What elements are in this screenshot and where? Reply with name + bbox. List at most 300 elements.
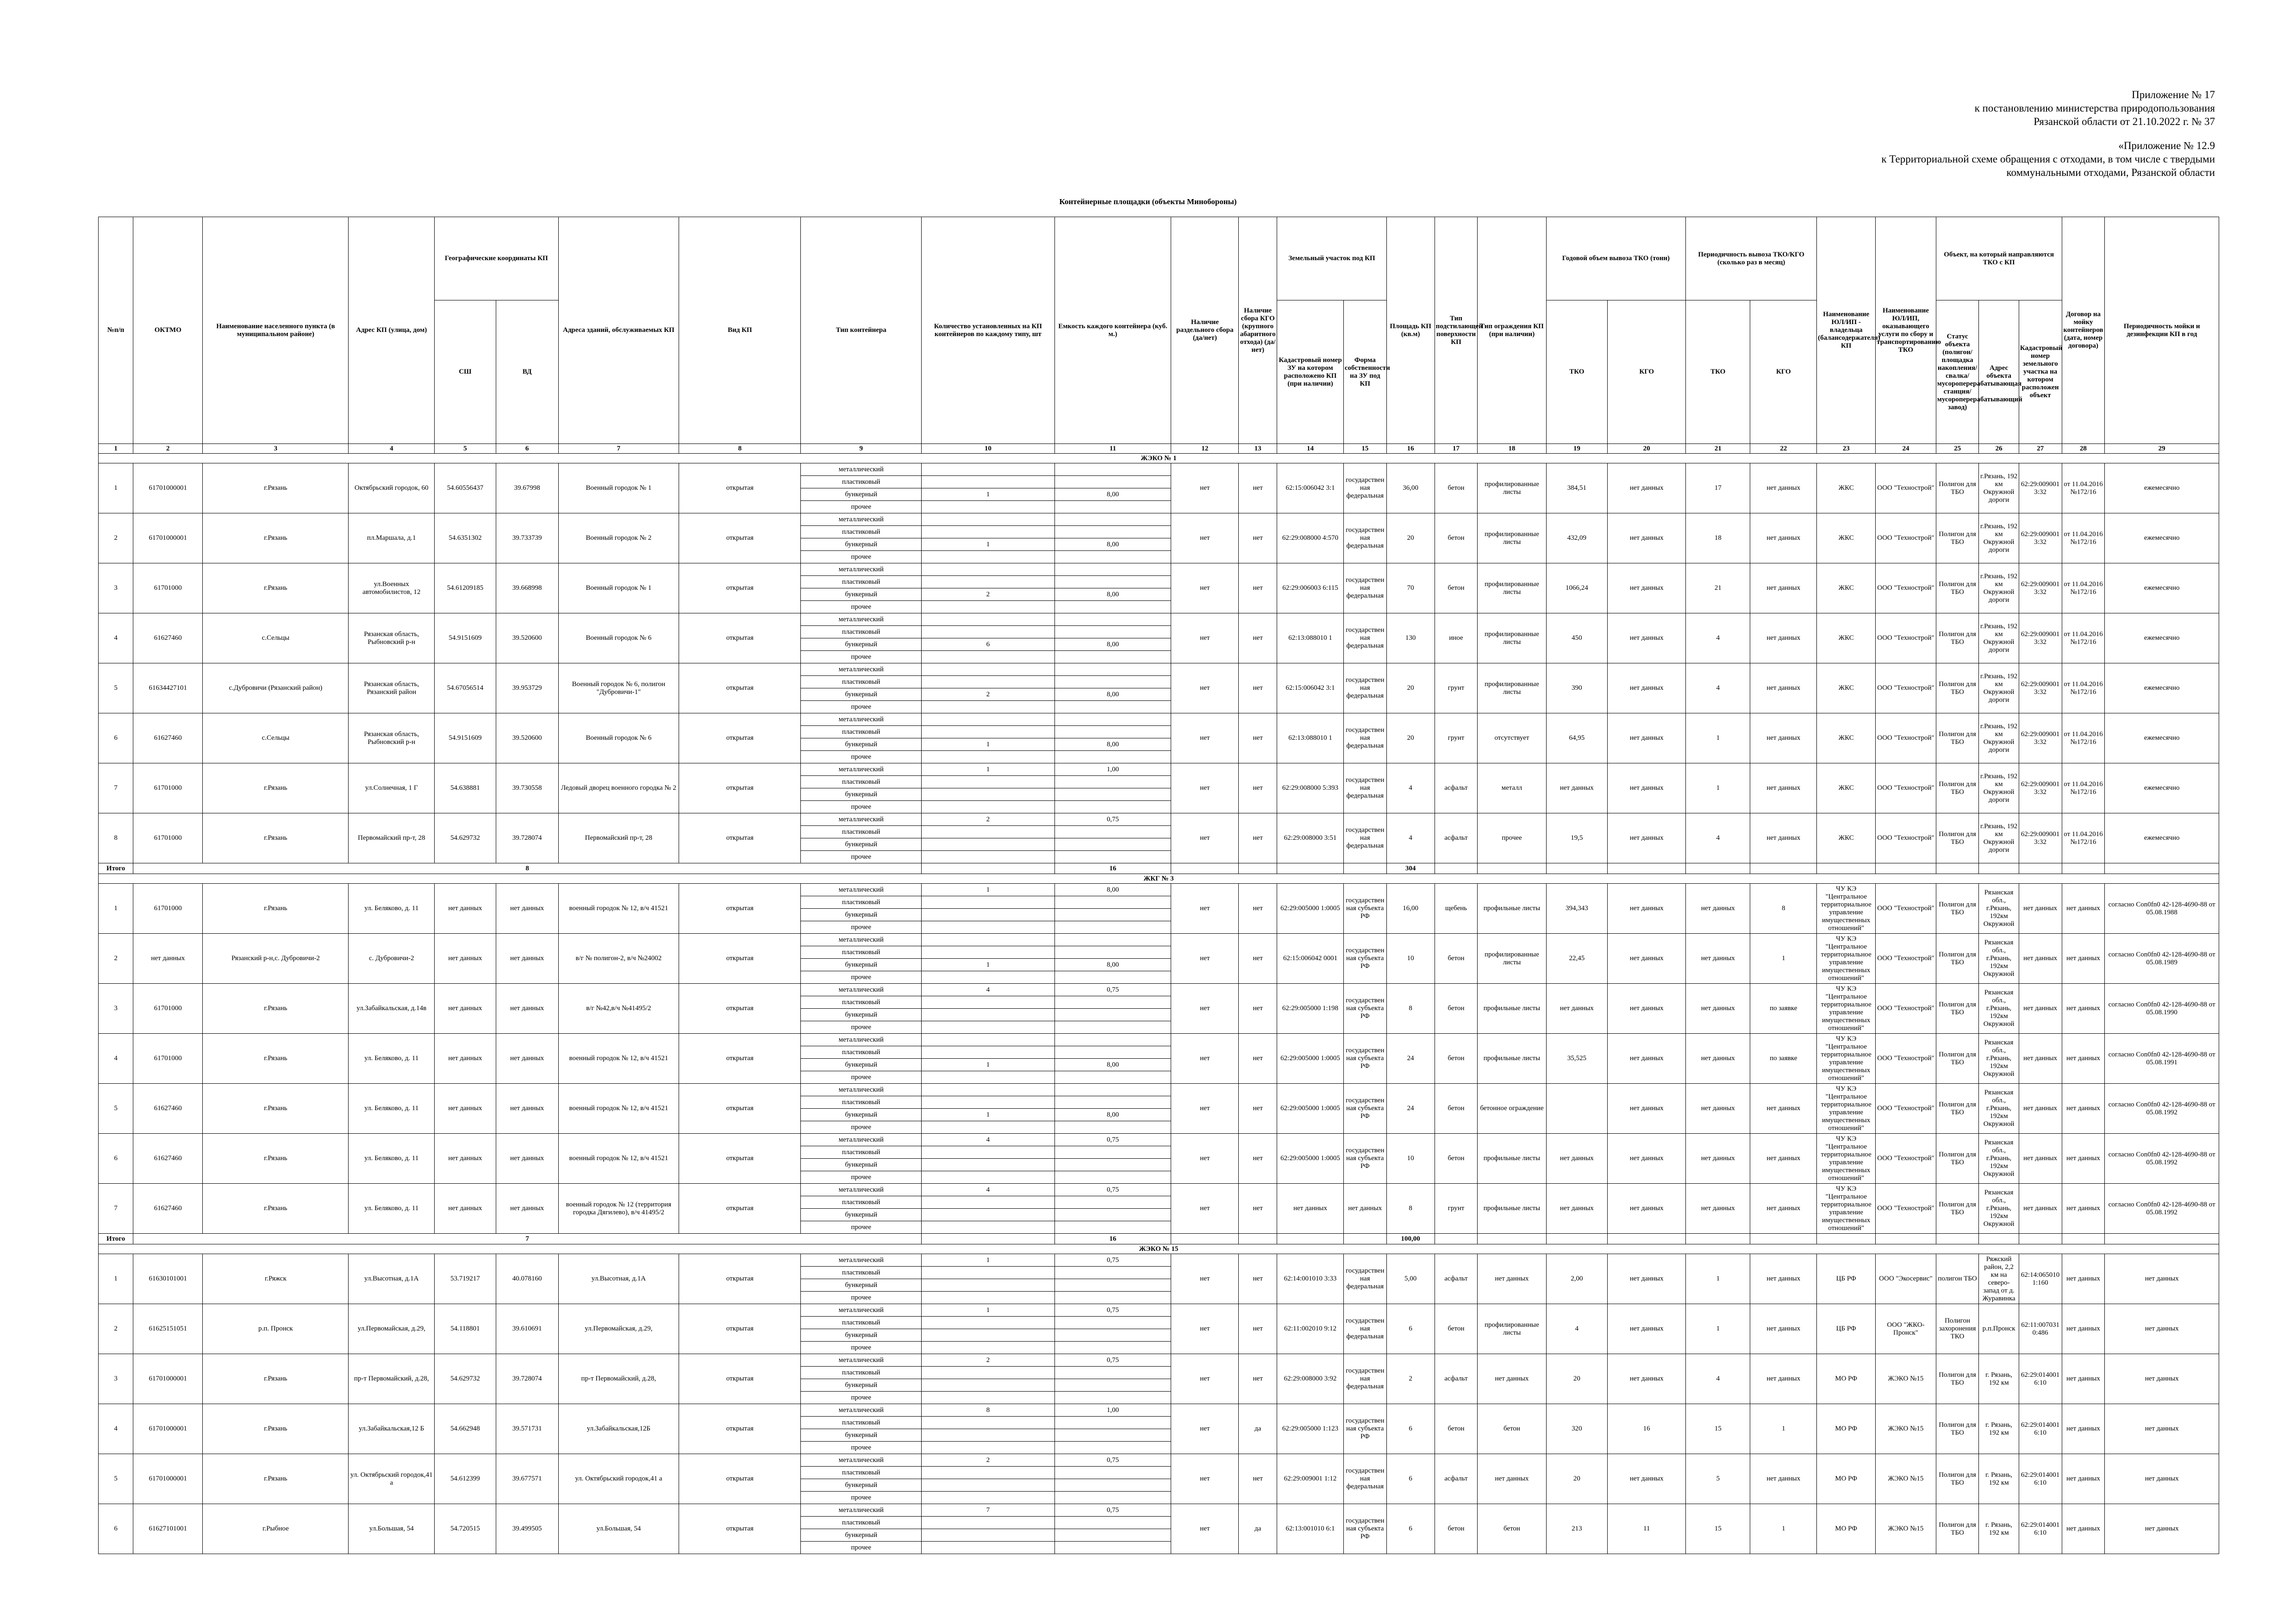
col-header: Договор на мойку контейнеров (дата, номер договора) xyxy=(2062,217,2105,444)
table-cell: 1 xyxy=(1750,1404,1817,1454)
container-type: пластиковый xyxy=(801,626,922,638)
col-header: Наличие раздельного сбора (да/нет) xyxy=(1171,217,1239,444)
table-cell: открытая xyxy=(679,1504,801,1554)
table-cell: 8 xyxy=(99,813,133,863)
container-qty xyxy=(922,896,1054,909)
table-cell: 39.730558 xyxy=(496,763,558,813)
container-type: металлический xyxy=(801,1454,922,1467)
table-cell: ул.Большая, 54 xyxy=(558,1504,679,1554)
container-capacity: 8,00 xyxy=(1054,1059,1171,1071)
table-cell: открытая xyxy=(679,563,801,613)
table-cell: Полигон для ТБО xyxy=(1936,513,1979,563)
container-capacity xyxy=(1054,1467,1171,1479)
table-cell: грунт xyxy=(1435,1184,1478,1234)
container-capacity xyxy=(1054,1329,1171,1342)
container-type: прочее xyxy=(801,601,922,613)
container-type: пластиковый xyxy=(801,896,922,909)
table-cell: 5 xyxy=(99,1454,133,1504)
table-row xyxy=(99,984,2219,996)
table-cell: МО РФ xyxy=(1817,1504,1876,1554)
table-cell: профилированные листы xyxy=(1478,563,1546,613)
table-cell: Рязанская обл., г.Рязань, 192км Окружной xyxy=(1979,1084,2019,1134)
table-cell xyxy=(1478,1234,1546,1244)
table-cell: нет xyxy=(1239,663,1277,713)
container-capacity xyxy=(1054,751,1171,763)
container-capacity xyxy=(1054,851,1171,863)
container-capacity xyxy=(1054,1034,1171,1046)
table-row xyxy=(99,613,2219,626)
table-cell: профилированные листы xyxy=(1478,1304,1546,1354)
table-cell: нет данных xyxy=(2019,884,2062,934)
table-cell xyxy=(1343,863,1386,874)
table-cell: пр-т Первомайский, д.28, xyxy=(349,1354,435,1404)
table-cell: бетон xyxy=(1435,984,1478,1034)
table-cell: 62:13:088010 1 xyxy=(1277,713,1344,763)
container-capacity xyxy=(1054,1517,1171,1529)
appendix-line: к постановлению министерства природопользования xyxy=(1974,102,2215,114)
table-cell: Полигон для ТБО xyxy=(1936,934,1979,984)
container-type: пластиковый xyxy=(801,1417,922,1429)
table-cell: 4 xyxy=(99,1404,133,1454)
container-type: прочее xyxy=(801,751,922,763)
table-cell: нет данных xyxy=(1546,984,1608,1034)
container-qty xyxy=(922,1171,1054,1184)
table-cell: ул.Высотная, д.1А xyxy=(349,1254,435,1304)
table-cell: ООО "ЖКО-Пронск" xyxy=(1876,1304,1936,1354)
table-cell: 62:13:088010 1 xyxy=(1277,613,1344,663)
container-qty xyxy=(922,934,1054,946)
table-cell: 24 xyxy=(1386,1084,1435,1134)
container-qty: 8 xyxy=(922,1404,1054,1417)
container-capacity xyxy=(1054,626,1171,638)
table-cell: с.Сельцы xyxy=(203,713,349,763)
table-row xyxy=(99,1134,2219,1146)
container-capacity xyxy=(1054,826,1171,838)
table-cell: ЧУ КЭ "Центральное территориальное управление имущественных отношений" xyxy=(1817,1084,1876,1134)
container-qty: 1 xyxy=(922,763,1054,776)
col-header: ТКО xyxy=(1546,300,1608,444)
table-cell: г.Рязань, 192 км Окружной дороги xyxy=(1979,713,2019,763)
table-cell: 54.720515 xyxy=(435,1504,496,1554)
table-cell: 390 xyxy=(1546,663,1608,713)
table-cell: 62:29:006003 6:115 xyxy=(1277,563,1344,613)
container-capacity xyxy=(1054,971,1171,984)
table-cell: 1 xyxy=(1686,1304,1750,1354)
table-cell xyxy=(1277,863,1344,874)
table-cell xyxy=(1750,1234,1817,1244)
table-cell: нет данных xyxy=(435,1184,496,1234)
container-qty xyxy=(922,1196,1054,1209)
table-cell: нет данных xyxy=(2019,1184,2062,1234)
container-qty xyxy=(922,946,1054,959)
table-cell: 22,45 xyxy=(1546,934,1608,984)
container-qty xyxy=(922,1317,1054,1329)
table-cell: государственная субъекта РФ xyxy=(1343,984,1386,1034)
table-cell: Полигон для ТБО xyxy=(1936,1184,1979,1234)
table-cell: Полигон для ТБО xyxy=(1936,1034,1979,1084)
container-qty xyxy=(922,1209,1054,1221)
container-capacity xyxy=(1054,1046,1171,1059)
table-cell: нет данных xyxy=(1686,1184,1750,1234)
container-qty xyxy=(922,1429,1054,1442)
container-capacity xyxy=(1054,726,1171,738)
table-cell: открытая xyxy=(679,813,801,863)
table-cell: ООО "Технострой" xyxy=(1876,613,1936,663)
table-cell: нет xyxy=(1239,1034,1277,1084)
table-cell: г.Рязань, 192 км Окружной дороги xyxy=(1979,563,2019,613)
table-cell: ежемесячно xyxy=(2105,663,2219,713)
table-cell: ежемесячно xyxy=(2105,713,2219,763)
table-cell: открытая xyxy=(679,613,801,663)
column-number: 16 xyxy=(1386,444,1435,454)
table-cell: нет данных xyxy=(1750,1134,1817,1184)
container-type: пластиковый xyxy=(801,676,922,688)
table-cell: открытая xyxy=(679,1134,801,1184)
table-cell: 62:29:005000 1:0005 xyxy=(1277,1134,1344,1184)
table-cell: нет данных xyxy=(1686,1134,1750,1184)
table-cell: г. Рязань, 192 км xyxy=(1979,1354,2019,1404)
container-qty: 1 xyxy=(922,1059,1054,1071)
table-cell: 61701000001 xyxy=(133,1354,203,1404)
table-cell: Полигон для ТБО xyxy=(1936,713,1979,763)
table-cell: нет xyxy=(1239,1134,1277,1184)
container-sites-table xyxy=(98,217,2219,1554)
table-cell: нет xyxy=(1171,1184,1239,1234)
table-cell: ул.Первомайская, д.29, xyxy=(349,1304,435,1354)
table-cell: 61701000 xyxy=(133,563,203,613)
table-cell: от 11.04.2016 №172/16 xyxy=(2062,813,2105,863)
total-count: 8 xyxy=(133,863,922,874)
table-cell: нет данных xyxy=(1478,1354,1546,1404)
section-title: ЖЭКО № 15 xyxy=(99,1244,2219,1254)
table-cell: 62:29:008000 5:393 xyxy=(1277,763,1344,813)
table-cell: 62:15:006042 0001 xyxy=(1277,934,1344,984)
table-cell: Полигон для ТБО xyxy=(1936,563,1979,613)
table-cell: Полигон для ТБО xyxy=(1936,663,1979,713)
table-cell: согласно Con0fn0 42-128-4690-88 от 05.08.1988 xyxy=(2105,884,2219,934)
table-cell: 16,00 xyxy=(1386,884,1435,934)
table-cell: ЖКС xyxy=(1817,563,1876,613)
table-cell: 20 xyxy=(1546,1454,1608,1504)
table-cell: 62:29:008000 3:51 xyxy=(1277,813,1344,863)
table-cell: 10 xyxy=(1386,934,1435,984)
table-cell: Рязанская область, Рыбновский р-н xyxy=(349,613,435,663)
table-cell: нет данных xyxy=(2105,1404,2219,1454)
table-cell: нет xyxy=(1171,884,1239,934)
table-cell: Рязанская обл., г.Рязань, 192км Окружной xyxy=(1979,934,2019,984)
table-cell: ЧУ КЭ "Центральное территориальное управление имущественных отношений" xyxy=(1817,984,1876,1034)
table-cell: 8 xyxy=(1750,884,1817,934)
table-cell: нет xyxy=(1171,513,1239,563)
column-numbers-row xyxy=(99,444,2219,454)
table-cell: нет данных xyxy=(1608,713,1686,763)
table-cell: согласно Con0fn0 42-128-4690-88 от 05.08.1991 xyxy=(2105,1034,2219,1084)
table-cell: ООО "Технострой" xyxy=(1876,813,1936,863)
table-cell: от 11.04.2016 №172/16 xyxy=(2062,763,2105,813)
table-cell: 8 xyxy=(1386,984,1435,1034)
table-cell: полигон ТБО xyxy=(1936,1254,1979,1304)
table-cell: нет данных xyxy=(1750,463,1817,513)
table-cell: нет xyxy=(1171,1034,1239,1084)
container-qty: 2 xyxy=(922,1354,1054,1367)
col-header: Периодичность мойки и дезинфекции КП в год xyxy=(2105,217,2219,444)
table-cell: нет данных xyxy=(435,984,496,1034)
table-cell: государственная субъекта РФ xyxy=(1343,1084,1386,1134)
col-header: Наименование ЮЛ/ИП - владельца (балансодержателя) КП xyxy=(1817,217,1876,444)
container-qty xyxy=(922,909,1054,921)
container-qty xyxy=(922,1121,1054,1134)
table-cell: ЦБ РФ xyxy=(1817,1254,1876,1304)
table-cell: ООО "Технострой" xyxy=(1876,1134,1936,1184)
table-cell: 62:29:005000 1:0005 xyxy=(1277,1084,1344,1134)
table-cell: нет данных xyxy=(1608,1184,1686,1234)
container-qty xyxy=(922,626,1054,638)
table-cell: государственная федеральная xyxy=(1343,713,1386,763)
table-cell: 4 xyxy=(1386,763,1435,813)
container-qty xyxy=(922,601,1054,613)
table-cell: 130 xyxy=(1386,613,1435,663)
table-cell: Рязанский р-н,с. Дубровичи-2 xyxy=(203,934,349,984)
table-cell: открытая xyxy=(679,934,801,984)
table-cell: 61701000 xyxy=(133,884,203,934)
table-cell: нет данных xyxy=(1546,1184,1608,1234)
container-qty: 1 xyxy=(922,538,1054,551)
container-qty xyxy=(922,1034,1054,1046)
container-type: металлический xyxy=(801,663,922,676)
table-row xyxy=(99,813,2219,826)
table-cell: ул.Высотная, д.1А xyxy=(558,1254,679,1304)
table-cell: 54.629732 xyxy=(435,813,496,863)
table-row xyxy=(99,1034,2219,1046)
container-type: прочее xyxy=(801,1021,922,1034)
table-cell: 5,00 xyxy=(1386,1254,1435,1304)
column-number: 27 xyxy=(2019,444,2062,454)
table-cell: Рязанская обл., г.Рязань, 192км Окружной xyxy=(1979,1034,2019,1084)
table-cell: бетон xyxy=(1435,1404,1478,1454)
table-cell: нет xyxy=(1171,1454,1239,1504)
container-capacity xyxy=(1054,1442,1171,1454)
table-cell: Полигон для ТБО xyxy=(1936,463,1979,513)
container-qty xyxy=(922,1267,1054,1279)
table-cell: нет xyxy=(1171,563,1239,613)
table-cell: да xyxy=(1239,1504,1277,1554)
table-cell: 4 xyxy=(1686,613,1750,663)
table-cell xyxy=(1343,1234,1386,1244)
table-cell: нет данных xyxy=(133,934,203,984)
col-header: КГО xyxy=(1750,300,1817,444)
table-cell: Военный городок № 2 xyxy=(558,513,679,563)
container-capacity: 1,00 xyxy=(1054,763,1171,776)
table-cell: 62:11:002010 9:12 xyxy=(1277,1304,1344,1354)
table-cell: нет xyxy=(1171,763,1239,813)
container-type: металлический xyxy=(801,1504,922,1517)
table-cell: Рязанская обл., г.Рязань, 192км Окружной xyxy=(1979,1184,2019,1234)
container-type: бункерный xyxy=(801,1529,922,1542)
container-type: прочее xyxy=(801,1492,922,1504)
table-cell: ул.Забайкальская, д.14в xyxy=(349,984,435,1034)
table-cell: профильные листы xyxy=(1478,1134,1546,1184)
table-cell: нет данных xyxy=(1608,1454,1686,1504)
col-group-header: Периодичность вывоза ТКО/КГО (сколько раз в месяц) xyxy=(1686,217,1817,300)
table-row xyxy=(99,1454,2219,1467)
table-cell: Октябрьский городок, 60 xyxy=(349,463,435,513)
table-cell: Военный городок № 1 xyxy=(558,563,679,613)
table-cell: нет данных xyxy=(1608,1354,1686,1404)
table-cell: 62:29:0090013:32 xyxy=(2019,713,2062,763)
table-cell: 54.9151609 xyxy=(435,713,496,763)
appendix-subheader xyxy=(1881,139,2215,179)
table-cell: 2 xyxy=(99,1304,133,1354)
container-type: прочее xyxy=(801,971,922,984)
table-cell: 61627460 xyxy=(133,1134,203,1184)
table-cell: 8 xyxy=(1386,1184,1435,1234)
container-qty: 4 xyxy=(922,1134,1054,1146)
table-cell: ЖЭКО №15 xyxy=(1876,1404,1936,1454)
table-cell: 61701000 xyxy=(133,1034,203,1084)
table-cell: нет данных xyxy=(2062,1084,2105,1134)
column-number: 28 xyxy=(2062,444,2105,454)
container-capacity xyxy=(1054,776,1171,788)
col-header: Количество установленных на КП контейнеров по каждому типу, шт xyxy=(922,217,1054,444)
table-cell: государственная федеральная xyxy=(1343,663,1386,713)
container-qty xyxy=(922,1021,1054,1034)
table-cell: нет данных xyxy=(2062,934,2105,984)
table-cell: 62:15:006042 3:1 xyxy=(1277,463,1344,513)
container-type: бункерный xyxy=(801,1429,922,1442)
table-cell: нет данных xyxy=(1686,1084,1750,1134)
table-cell: Военный городок № 6 xyxy=(558,613,679,663)
col-header: Адреса зданий, обслуживаемых КП xyxy=(558,217,679,444)
table-row xyxy=(99,463,2219,476)
table-cell: 62:29:005000 1:123 xyxy=(1277,1404,1344,1454)
container-capacity xyxy=(1054,1009,1171,1021)
container-type: металлический xyxy=(801,1184,922,1196)
table-cell: ул.Солнечная, 1 Г xyxy=(349,763,435,813)
table-cell: бетон xyxy=(1435,1304,1478,1354)
table-cell: ЖКС xyxy=(1817,463,1876,513)
table-cell: г. Рязань, 192 км xyxy=(1979,1404,2019,1454)
table-cell xyxy=(1171,863,1239,874)
table-cell: асфальт xyxy=(1435,763,1478,813)
table-cell: р.п.Пронск xyxy=(1979,1304,2019,1354)
table-cell: нет xyxy=(1171,1134,1239,1184)
container-type: прочее xyxy=(801,1171,922,1184)
container-capacity xyxy=(1054,1209,1171,1221)
table-cell xyxy=(1750,863,1817,874)
col-header: Тип подстилающей поверхности КП xyxy=(1435,217,1478,444)
table-cell xyxy=(1478,863,1546,874)
table-cell: 62:29:0090013:32 xyxy=(2019,763,2062,813)
table-cell: ул. Беляково, д. 11 xyxy=(349,1034,435,1084)
container-capacity: 8,00 xyxy=(1054,884,1171,896)
table-cell: государственная субъекта РФ xyxy=(1343,1034,1386,1084)
table-cell: 20 xyxy=(1546,1354,1608,1404)
table-cell: г.Рязань xyxy=(203,984,349,1034)
container-capacity xyxy=(1054,1342,1171,1354)
table-cell xyxy=(1936,1234,1979,1244)
col-header: КГО xyxy=(1608,300,1686,444)
table-cell: государственная субъекта РФ xyxy=(1343,884,1386,934)
table-cell: нет данных xyxy=(1546,763,1608,813)
container-type: металлический xyxy=(801,463,922,476)
table-cell xyxy=(2105,863,2219,874)
container-type: бункерный xyxy=(801,788,922,801)
table-cell: нет данных xyxy=(1608,663,1686,713)
container-type: пластиковый xyxy=(801,576,922,588)
column-number: 4 xyxy=(349,444,435,454)
table-cell: нет данных xyxy=(1750,713,1817,763)
table-cell: нет данных xyxy=(1478,1254,1546,1304)
table-cell: 39.67998 xyxy=(496,463,558,513)
table-cell: г.Рязань xyxy=(203,1084,349,1134)
container-type: металлический xyxy=(801,713,922,726)
table-cell: открытая xyxy=(679,1454,801,1504)
table-cell: г.Рязань xyxy=(203,813,349,863)
table-cell: 62:29:0140016:10 xyxy=(2019,1454,2062,1504)
table-cell: открытая xyxy=(679,884,801,934)
col-header: ТКО xyxy=(1686,300,1750,444)
table-cell: ООО "Технострой" xyxy=(1876,1184,1936,1234)
col-group-header: Географические координаты КП xyxy=(435,217,558,300)
table-cell: прочее xyxy=(1478,813,1546,863)
container-qty xyxy=(922,851,1054,863)
table-row xyxy=(99,1404,2219,1417)
container-capacity xyxy=(1054,909,1171,921)
table-cell: нет данных xyxy=(2105,1304,2219,1354)
table-cell: 19,5 xyxy=(1546,813,1608,863)
total-area: 304 xyxy=(1386,863,1435,874)
table-cell: нет данных xyxy=(1608,984,1686,1034)
table-cell: профильные листы xyxy=(1478,884,1546,934)
table-cell: асфальт xyxy=(1435,813,1478,863)
table-cell: от 11.04.2016 №172/16 xyxy=(2062,513,2105,563)
container-type: бункерный xyxy=(801,909,922,921)
container-qty xyxy=(922,1084,1054,1096)
container-capacity xyxy=(1054,676,1171,688)
table-cell: ООО "Технострой" xyxy=(1876,563,1936,613)
container-capacity xyxy=(1054,1429,1171,1442)
table-cell: 62:29:0090013:32 xyxy=(2019,613,2062,663)
container-type: пластиковый xyxy=(801,776,922,788)
table-cell: 62:29:0140016:10 xyxy=(2019,1354,2062,1404)
table-cell: нет xyxy=(1171,1254,1239,1304)
table-cell: 62:13:001010 6:1 xyxy=(1277,1504,1344,1554)
table-cell: нет данных xyxy=(1608,1134,1686,1184)
table-cell: 4 xyxy=(1386,813,1435,863)
table-cell: 5 xyxy=(99,663,133,713)
table-cell xyxy=(1277,1234,1344,1244)
table-cell: нет данных xyxy=(1750,1454,1817,1504)
table-cell: Полигон для ТБО xyxy=(1936,884,1979,934)
col-header: Площадь КП (кв.м) xyxy=(1386,217,1435,444)
table-row xyxy=(99,1304,2219,1317)
table-cell: нет данных xyxy=(1750,1304,1817,1354)
table-cell xyxy=(1686,1234,1750,1244)
table-cell: нет данных xyxy=(1608,513,1686,563)
table-cell: ЖКС xyxy=(1817,663,1876,713)
container-qty: 1 xyxy=(922,738,1054,751)
container-type: пластиковый xyxy=(801,1317,922,1329)
container-type: пластиковый xyxy=(801,476,922,488)
table-cell: Рязанская обл., г.Рязань, 192км Окружной xyxy=(1979,984,2019,1034)
table-cell: ЧУ КЭ "Центральное территориальное управление имущественных отношений" xyxy=(1817,1034,1876,1084)
container-qty xyxy=(922,1221,1054,1234)
table-cell: асфальт xyxy=(1435,1254,1478,1304)
table-cell: государственная федеральная xyxy=(1343,1454,1386,1504)
container-capacity xyxy=(1054,576,1171,588)
table-cell: 1 xyxy=(1686,1254,1750,1304)
table-cell: Полигон для ТБО xyxy=(1936,1404,1979,1454)
